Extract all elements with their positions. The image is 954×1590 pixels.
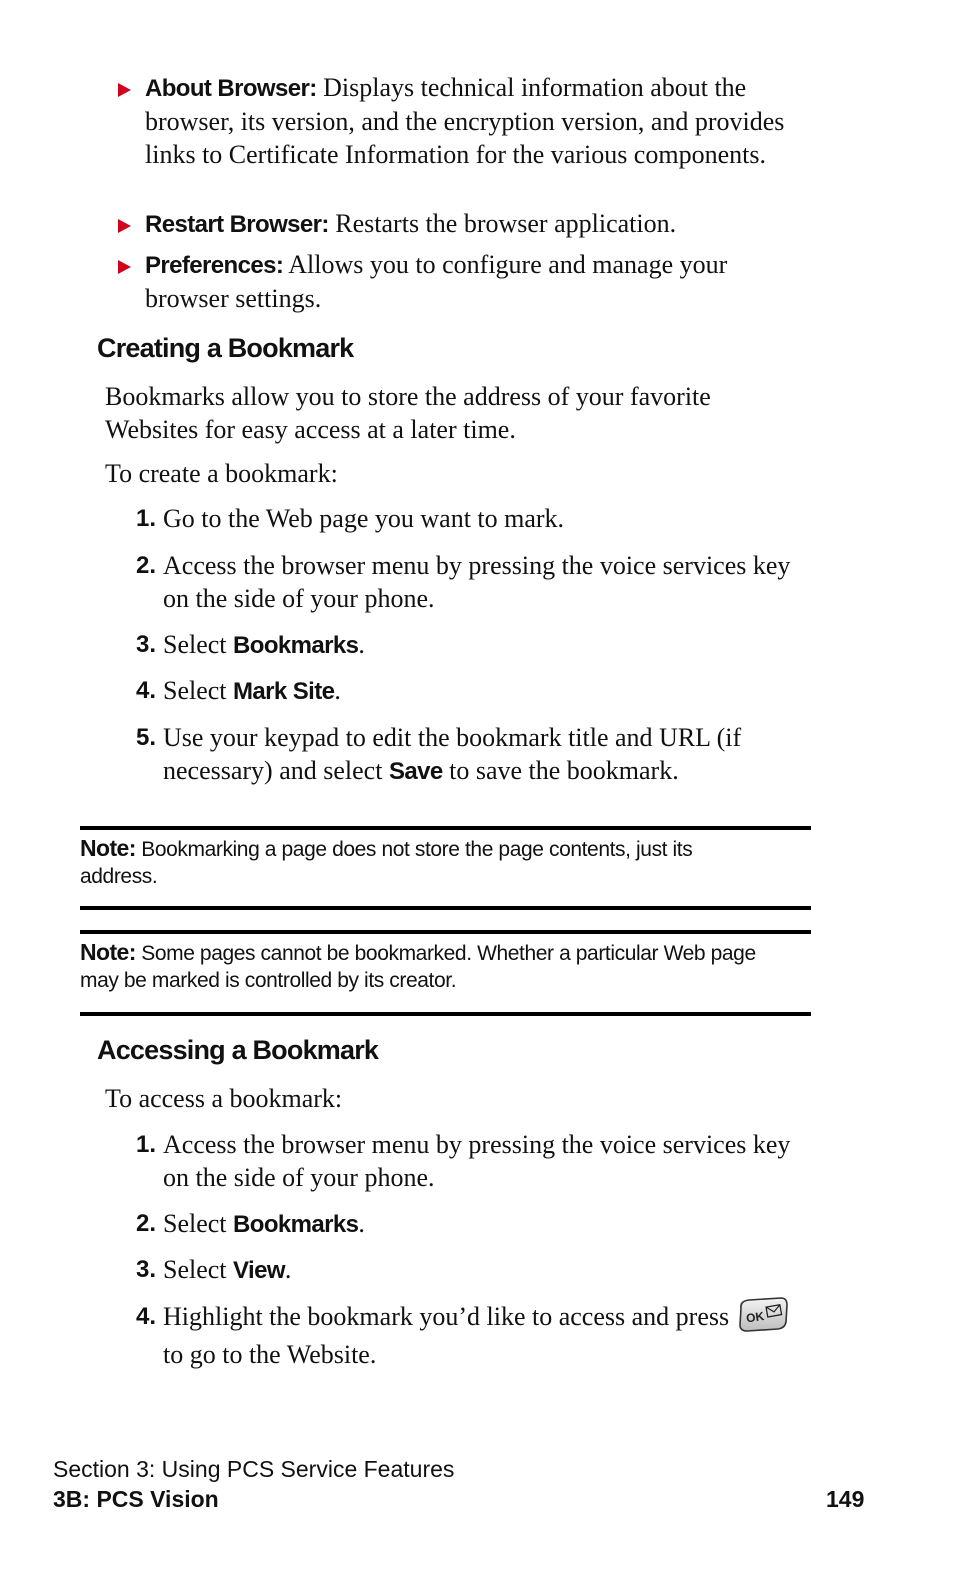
note-label: Note: (80, 939, 136, 965)
create-step-3 (136, 628, 806, 662)
step-text: Highlight the bookmark you’d like to access and press (163, 1302, 730, 1331)
create-step-2 (136, 549, 806, 615)
step-number: 1. (136, 505, 157, 532)
access-step-3 (136, 1253, 806, 1287)
note-box-1 (80, 826, 811, 910)
step-text-end: . (334, 676, 341, 705)
bullet-arrow-icon (118, 219, 131, 233)
menu-item-name: View (233, 1257, 285, 1284)
note-box-2 (80, 930, 811, 1016)
menu-item-name: Save (388, 758, 443, 785)
note-text: Some pages cannot be bookmarked. Whether a particular Web page may be marked is controlled by its creator. (80, 942, 756, 992)
step-text-end: . (358, 1209, 365, 1238)
access-step-1 (136, 1128, 806, 1194)
create-step-5 (136, 721, 806, 788)
ok-envelope-key-icon (737, 1296, 789, 1334)
access-step-2 (136, 1207, 806, 1241)
bullet-term: Restart Browser: (145, 211, 329, 238)
step-number: 1. (136, 1131, 157, 1158)
step-number: 2. (136, 552, 157, 579)
bullet-text: Displays technical information about the browser, its version, and the encryption version, and provides links to Certificate Information for the various components. (145, 73, 785, 169)
creating-lead: To create a bookmark: (105, 459, 338, 488)
access-step-4 (136, 1300, 806, 1371)
step-number: 4. (136, 677, 157, 704)
step-number: 2. (136, 1210, 157, 1237)
step-text: Go to the Web page you want to mark. (163, 504, 565, 533)
accessing-lead: To access a bookmark: (105, 1084, 343, 1113)
bullet-text: Allows you to configure and manage your browser settings. (145, 250, 728, 313)
heading-accessing-bookmark: Accessing a Bookmark (97, 1035, 379, 1065)
step-text: Select (163, 1209, 234, 1238)
create-step-1 (136, 502, 806, 535)
menu-item-name: Mark Site (233, 678, 335, 705)
step-text: Access the browser menu by pressing the voice services key on the side of your phone. (163, 551, 791, 613)
step-text: Use your keypad to edit the bookmark title and URL (if necessary) and select (163, 723, 742, 785)
step-text: Access the browser menu by pressing the voice services key on the side of your phone. (163, 1130, 791, 1192)
bullet-text: Restarts the browser application. (328, 209, 677, 238)
create-step-4 (136, 674, 806, 708)
bullet-about-browser (118, 71, 798, 171)
heading-creating-bookmark: Creating a Bookmark (97, 333, 354, 363)
bullet-preferences (118, 248, 798, 315)
bullet-term: Preferences: (145, 252, 284, 279)
step-text-end: to save the bookmark. (442, 756, 679, 785)
bullet-arrow-icon (118, 260, 131, 274)
step-text: Select (163, 630, 234, 659)
step-text-end: . (358, 630, 365, 659)
step-number: 3. (136, 1256, 157, 1283)
svg-text:OK: OK (745, 1309, 766, 1326)
note-text: Bookmarking a page does not store the page contents, just its address. (80, 838, 693, 888)
step-number: 5. (136, 724, 157, 751)
bullet-restart-browser (118, 207, 798, 241)
bullet-arrow-icon (118, 83, 131, 97)
menu-item-name: Bookmarks (233, 1211, 359, 1238)
step-text-end: to go to the Website. (163, 1340, 377, 1370)
step-number: 3. (136, 631, 157, 658)
footer-section: Section 3: Using PCS Service Features (53, 1456, 455, 1482)
page-number: 149 (826, 1486, 865, 1512)
step-text: Select (163, 1255, 234, 1284)
step-text: Select (163, 676, 234, 705)
menu-item-name: Bookmarks (233, 632, 359, 659)
bullet-term: About Browser: (145, 75, 317, 102)
footer-chapter: 3B: PCS Vision (53, 1486, 219, 1512)
note-label: Note: (80, 835, 136, 861)
step-text-end: . (284, 1255, 292, 1284)
creating-intro: Bookmarks allow you to store the address of your favorite Websites for easy access at a later time. (105, 382, 711, 444)
step-number: 4. (136, 1303, 157, 1330)
